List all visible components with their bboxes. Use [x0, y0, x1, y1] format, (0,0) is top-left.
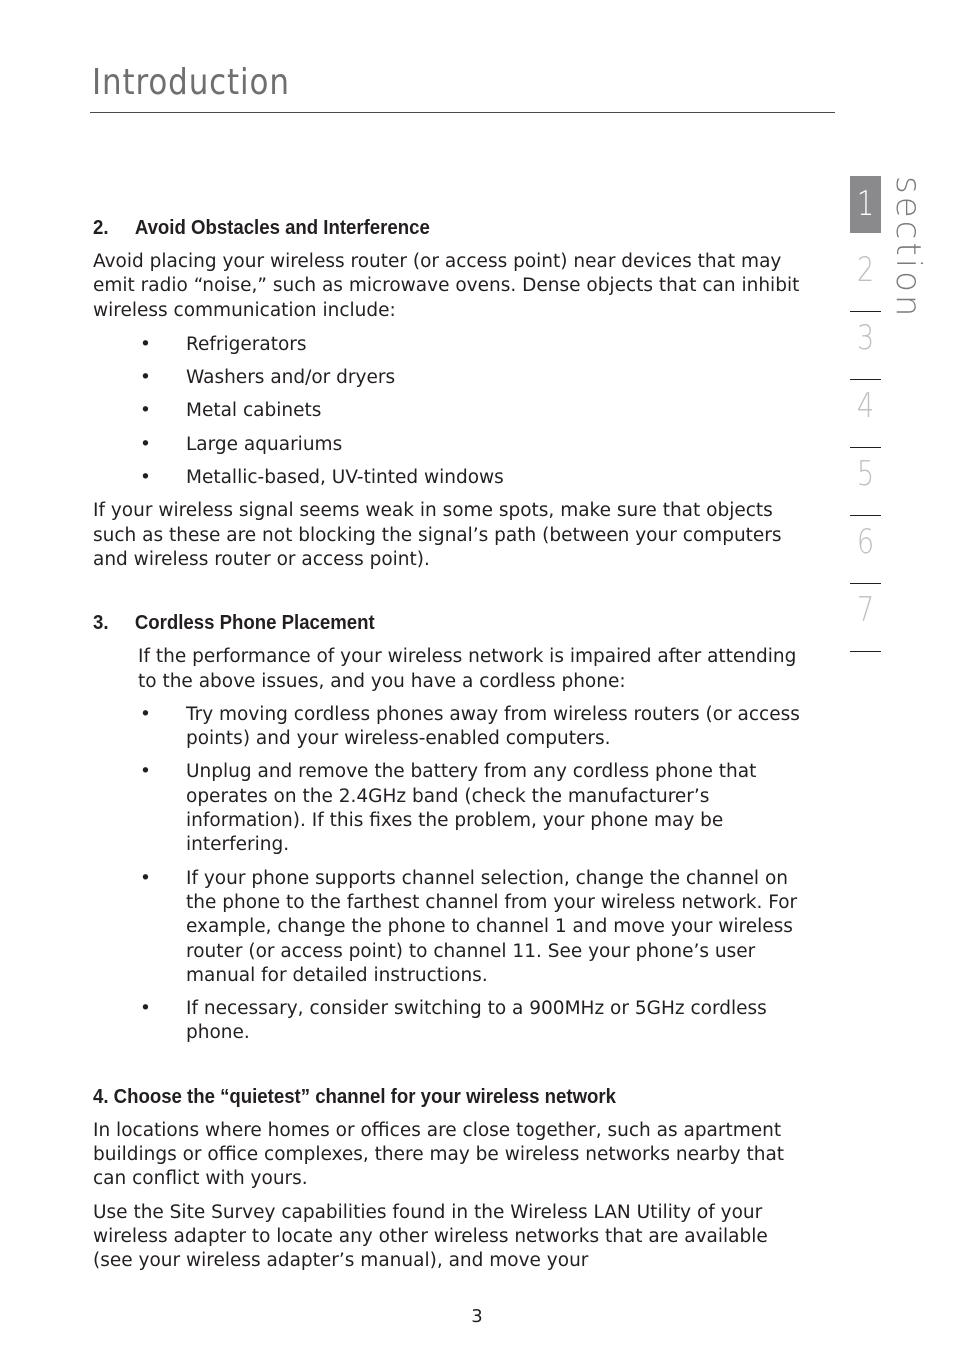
- section-tab-7[interactable]: 7: [850, 584, 881, 652]
- list-item: • Washers and/or dryers: [93, 366, 805, 390]
- header-divider: [90, 112, 835, 113]
- list-item: • Metallic-based, UV-tinted windows: [93, 466, 805, 490]
- bullet-icon: •: [140, 367, 151, 389]
- section-2-title: Avoid Obstacles and Interference: [134, 217, 430, 239]
- list-item: • If necessary, consider switching to a 900MHz or 5GHz cordless phone.: [140, 998, 767, 1044]
- list-item: • Metal cabinets: [93, 399, 805, 423]
- page-title: Introduction: [92, 62, 290, 103]
- phone-tips-list: [93, 703, 805, 1046]
- section-tab-1[interactable]: 1: [850, 176, 881, 244]
- bullet-icon: •: [140, 703, 151, 725]
- bullet-icon: •: [140, 333, 151, 355]
- section-label: section: [888, 176, 928, 320]
- section-tab-6[interactable]: 6: [850, 516, 881, 584]
- page-number: 3: [471, 1306, 483, 1327]
- section-tab-2[interactable]: 2: [850, 244, 881, 312]
- bullet-icon: •: [140, 761, 151, 783]
- section-2-number: 2.: [93, 217, 109, 239]
- section-2-outro: If your wireless signal seems weak in some spots, make sure that objects such as these are not blocking the signal’s path (between your computers and wireless router or access point).: [93, 500, 782, 570]
- section-tab-3[interactable]: 3: [850, 312, 881, 380]
- section-4-paragraph-2: Use the Site Survey capabilities found in the Wireless LAN Utility of your wireless adapter to locate any other wireless networks that are available (see your wireless adapter’s manual), and move your: [93, 1201, 768, 1272]
- section-3-heading: [93, 609, 755, 637]
- section-2-intro: Avoid placing your wireless router (or access point) near devices that may emit radio “noise,” such as microwave ovens. Dense objects that can inhibit wireless communication include:: [93, 251, 800, 321]
- section-4-title: 4. Choose the “quietest” channel for your wireless network: [93, 1085, 616, 1108]
- list-item: • Refrigerators: [93, 333, 805, 357]
- section-3-number: 3.: [93, 612, 109, 635]
- list-item: • If your phone supports channel selection, change the channel on the phone to the farthest channel from your wireless network. For example, change the phone to channel 1 and move your wireless router (or access point) to channel 11. See your phone’s user manual for detailed instructions.: [140, 867, 798, 986]
- section-2-heading: [93, 214, 755, 242]
- bullet-icon: •: [140, 400, 151, 422]
- bullet-icon: •: [140, 998, 151, 1020]
- section-3-title: Cordless Phone Placement: [134, 612, 375, 635]
- section-3-intro: If the performance of your wireless network is impaired after attending to the above issues, and you have a cordless phone:: [138, 646, 797, 692]
- bullet-icon: •: [140, 433, 151, 455]
- list-item: • Large aquariums: [93, 433, 805, 457]
- section-tab-4[interactable]: 4: [850, 380, 881, 448]
- obstacle-list: [93, 333, 805, 490]
- list-item: • Try moving cordless phones away from wireless routers (or access points) and your wireless-enabled computers.: [140, 703, 800, 750]
- bullet-icon: •: [140, 867, 151, 889]
- main-content: [93, 214, 805, 1274]
- section-4-heading: [93, 1083, 755, 1111]
- bullet-icon: •: [140, 467, 151, 489]
- section-tab-5[interactable]: 5: [850, 448, 881, 516]
- section-4-paragraph-1: In locations where homes or offices are close together, such as apartment buildings or office complexes, there may be wireless networks nearby that can conflict with yours.: [93, 1119, 785, 1190]
- list-item: • Unplug and remove the battery from any cordless phone that operates on the 2.4GHz band (check the manufacturer’s information). If this fixes the problem, your phone may be interfering.: [140, 761, 757, 856]
- section-tabs: [850, 176, 882, 652]
